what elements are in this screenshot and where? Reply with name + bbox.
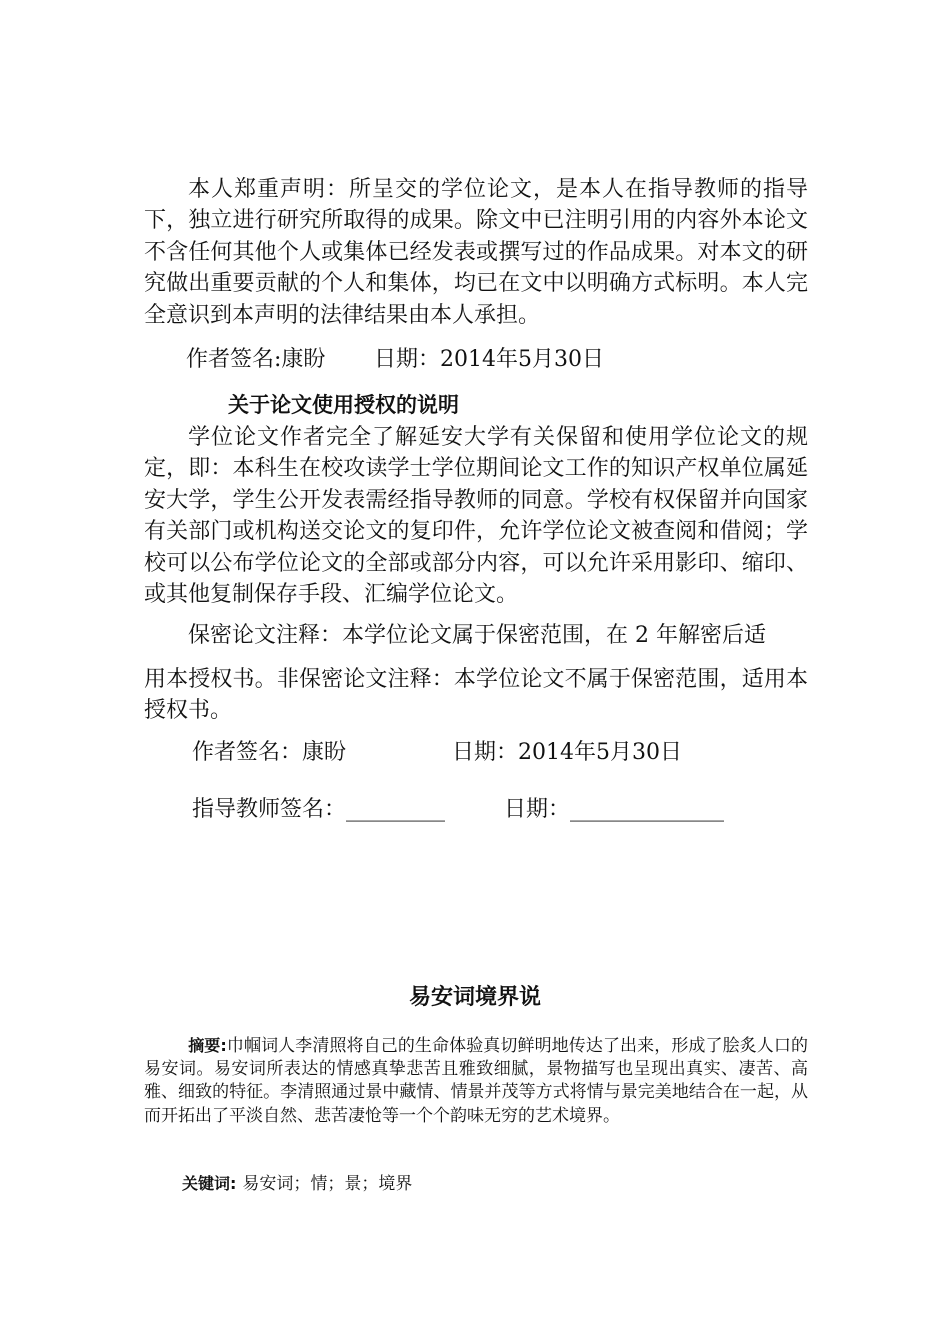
authorization-author-signature: 作者签名：康盼 <box>192 740 347 765</box>
abstract-text: 巾帼词人李清照将自己的生命体验真切鲜明地传达了出来，形成了脍炙人口的易安词。易安词所表达的情感真挚悲苦且雅致细腻，景物描写也呈现出真实、凄苦、高雅、细致的特征。李清照通过景中藏情、情景并茂等方式将情与景完美地结合在一起，从而开拓出了平淡自然、悲苦凄怆等一个个韵味无穷的艺术境界。 <box>144 1036 808 1126</box>
confidential-note-line-2: 用本授权书。非保密论文注释：本学位论文不属于保密范围，适用本授权书。 <box>144 667 808 724</box>
abstract-paragraph <box>144 1034 808 1128</box>
abstract-label: 摘要: <box>188 1036 227 1055</box>
keywords-label: 关键词: <box>182 1174 237 1193</box>
advisor-date-field: 日期：______________ <box>504 797 725 822</box>
keywords-text: 易安词；情；景；境界 <box>242 1174 413 1194</box>
advisor-signature-field: 指导教师签名：_________ <box>192 797 446 822</box>
declaration-author-signature: 作者签名:康盼 <box>186 347 326 372</box>
authorization-date: 日期：2014年5月30日 <box>452 740 682 765</box>
keywords-line <box>182 1172 412 1196</box>
declaration-paragraph: 本人郑重声明：所呈交的学位论文，是本人在指导教师的指导下，独立进行研究所取得的成果。除文中已注明引用的内容外本论文不含任何其他个人或集体已经发表或撰写过的作品成果。对本文的研究做出重要贡献的个人和集体，均已在文中以明确方式标明。本人完全意识到本声明的法律结果由本人承担。 <box>144 177 808 328</box>
declaration-date: 日期：2014年5月30日 <box>374 347 604 372</box>
paper-title: 易安词境界说 <box>408 985 541 1010</box>
authorization-paragraph: 学位论文作者完全了解延安大学有关保留和使用学位论文的规定，即：本科生在校攻读学士学位期间论文工作的知识产权单位属延安大学，学生公开发表需经指导教师的同意。学校有权保留并向国家有关部门或机构送交论文的复印件，允许学位论文被查阅和借阅；学校可以公布学位论文的全部或部分内容，可以允许采用影印、缩印、或其他复制保存手段、汇编学位论文。 <box>144 425 808 608</box>
confidential-note-line-1: 保密论文注释：本学位论文属于保密范围，在 2 年解密后适 <box>188 623 766 648</box>
authorization-heading: 关于论文使用授权的说明 <box>228 393 459 417</box>
